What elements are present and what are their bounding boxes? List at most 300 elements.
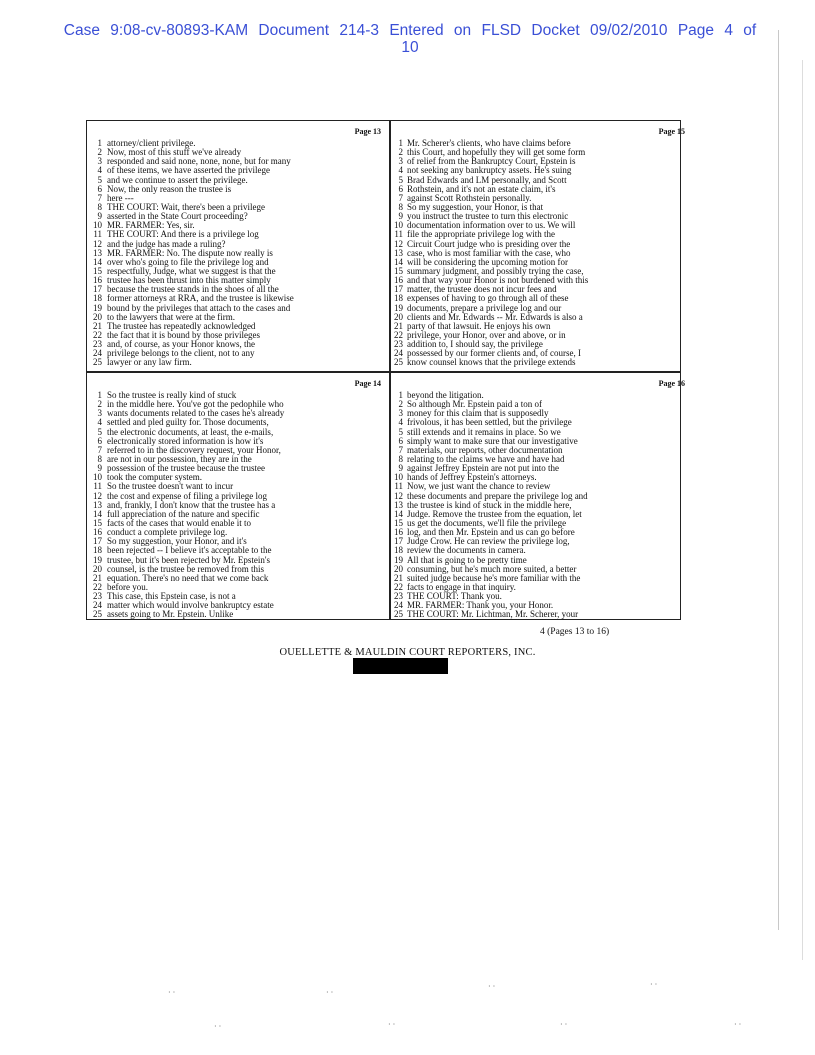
line-text: MR. FARMER: Thank you, your Honor. <box>407 601 554 611</box>
transcript-line <box>87 492 383 501</box>
line-number: 1 <box>97 390 102 400</box>
scan-speck: · · <box>488 982 496 991</box>
line-text: documents, prepare a privilege log and our <box>407 303 562 313</box>
scan-speck: · · <box>560 1020 568 1029</box>
transcript-line <box>391 501 687 510</box>
line-text: assets going to Mr. Epstein. Unlike <box>107 610 234 620</box>
line-text: the trustee is kind of stuck in the middle here, <box>407 500 572 510</box>
line-number: 16 <box>93 527 102 538</box>
line-number: 3 <box>97 156 102 167</box>
transcript-line <box>391 249 687 258</box>
transcript-line <box>87 418 383 427</box>
line-number: 3 <box>97 408 102 419</box>
line-text: facts of the cases that would enable it to <box>107 518 251 528</box>
line-text: trustee has been thrust into this matter simply <box>107 276 271 286</box>
transcript-line <box>87 583 383 592</box>
line-number: 14 <box>394 256 403 267</box>
transcript-line <box>391 473 687 482</box>
line-number: 1 <box>97 138 102 148</box>
transcript-line <box>87 185 383 194</box>
line-number: 23 <box>394 339 403 350</box>
line-text: addition to, I should say, the privilege <box>407 340 543 350</box>
line-text: Now, most of this stuff we've already <box>107 148 242 158</box>
transcript-line <box>391 313 687 322</box>
line-text: summary judgment, and possibly trying the case, <box>407 266 584 276</box>
line-number: 7 <box>398 192 403 203</box>
line-number: 4 <box>398 417 403 428</box>
line-text: and we continue to assert the privilege. <box>107 175 248 185</box>
transcript-line <box>87 446 383 455</box>
transcript-line <box>391 258 687 267</box>
transcript-line <box>87 267 383 276</box>
transcript-line <box>87 556 383 565</box>
line-text: This case, this Epstein case, is not a <box>107 592 236 602</box>
line-number: 17 <box>93 284 102 295</box>
transcript-page-13 <box>87 121 387 369</box>
transcript-line <box>391 304 687 313</box>
transcript-line <box>391 565 687 574</box>
line-text: respectfully, Judge, what we suggest is that the <box>107 266 276 276</box>
line-text: full appreciation of the nature and specific <box>107 509 260 519</box>
line-number: 11 <box>394 229 403 240</box>
transcript-line <box>391 391 687 400</box>
line-number: 22 <box>394 329 403 340</box>
transcript-line <box>87 249 383 258</box>
line-text: So although Mr. Epstein paid a ton of <box>407 400 542 410</box>
transcript-sheet <box>86 120 685 620</box>
line-number: 17 <box>93 536 102 547</box>
line-text: trustee, but it's been rejected by Mr. Epstein's <box>107 555 270 565</box>
transcript-line <box>391 166 687 175</box>
line-text: facts to engage in that inquiry. <box>407 582 516 592</box>
line-number: 13 <box>93 499 102 510</box>
line-number: 8 <box>398 201 403 212</box>
line-text: asserted in the State Court proceeding? <box>107 212 248 222</box>
page-label: Page 13 <box>354 127 381 136</box>
line-number: 25 <box>93 609 102 620</box>
line-number: 16 <box>394 275 403 286</box>
line-number: 11 <box>93 229 102 240</box>
line-number: 18 <box>394 545 403 556</box>
line-text: documentation information over to us. We will <box>407 221 576 231</box>
transcript-line <box>391 285 687 294</box>
line-number: 5 <box>97 426 102 437</box>
line-number: 2 <box>97 147 102 158</box>
line-text: bound by the privileges that attach to the cases and <box>107 303 291 313</box>
line-number: 18 <box>93 293 102 304</box>
line-number: 25 <box>394 609 403 620</box>
line-number: 14 <box>394 508 403 519</box>
transcript-line <box>87 258 383 267</box>
line-text: money for this claim that is supposedly <box>407 409 549 419</box>
line-text: Rothstein, and it's not an estate claim, it's <box>407 184 556 194</box>
transcript-line <box>391 437 687 446</box>
line-text: these documents and prepare the privilege log and <box>407 491 588 501</box>
line-text: of these items, we have asserted the privilege <box>107 166 270 176</box>
line-number: 7 <box>97 444 102 455</box>
transcript-line <box>87 400 383 409</box>
line-number: 20 <box>93 563 102 574</box>
transcript-line <box>391 212 687 221</box>
line-number: 15 <box>93 517 102 528</box>
transcript-line <box>87 546 383 555</box>
line-number: 6 <box>398 183 403 194</box>
line-text: Judge Crow. He can review the privilege log, <box>407 537 570 547</box>
line-text: against Scott Rothstein personally. <box>407 193 532 203</box>
transcript-line <box>87 340 383 349</box>
transcript-line <box>87 194 383 203</box>
line-number: 20 <box>394 311 403 322</box>
transcript-line <box>391 358 687 367</box>
line-text: because the trustee stands in the shoes of all the <box>107 285 279 295</box>
transcript-line <box>87 276 383 285</box>
transcript-lines <box>87 139 383 368</box>
line-text: electronically stored information is how it's <box>107 436 264 446</box>
line-number: 19 <box>394 554 403 565</box>
scan-edge-line <box>778 30 779 930</box>
transcript-line <box>391 546 687 555</box>
transcript-line <box>87 203 383 212</box>
transcript-line <box>391 230 687 239</box>
line-number: 15 <box>394 517 403 528</box>
line-number: 12 <box>394 490 403 501</box>
transcript-line <box>391 267 687 276</box>
line-text: and that way your Honor is not burdened with this <box>407 276 589 286</box>
transcript-line <box>87 437 383 446</box>
transcript-page-14 <box>87 373 387 621</box>
page-label: Page 16 <box>658 379 685 388</box>
line-text: possession of the trustee because the trustee <box>107 464 265 474</box>
line-text: settled and pled guilty for. Those documents, <box>107 418 269 428</box>
transcript-line <box>87 148 383 157</box>
transcript-line <box>87 610 383 619</box>
transcript-line <box>391 556 687 565</box>
line-text: THE COURT: Mr. Lichtman, Mr. Scherer, your <box>407 610 579 620</box>
transcript-line <box>87 391 383 400</box>
line-number: 17 <box>394 284 403 295</box>
line-text: THE COURT: And there is a privilege log <box>107 230 259 240</box>
page-range: 4 (Pages 13 to 16) <box>540 627 610 637</box>
line-text: not seeking any bankruptcy assets. He's suing <box>407 166 572 176</box>
transcript-line <box>391 492 687 501</box>
line-number: 7 <box>398 444 403 455</box>
transcript-line <box>87 455 383 464</box>
line-text: and, of course, as your Honor knows, the <box>107 340 255 350</box>
line-number: 10 <box>394 472 403 483</box>
line-number: 20 <box>93 311 102 322</box>
line-number: 25 <box>394 357 403 368</box>
line-text: suited judge because he's more familiar with the <box>407 573 581 583</box>
transcript-line <box>391 194 687 203</box>
line-number: 8 <box>97 453 102 464</box>
transcript-line <box>87 537 383 546</box>
transcript-line <box>87 528 383 537</box>
line-number: 16 <box>93 275 102 286</box>
transcript-line <box>87 176 383 185</box>
line-text: responded and said none, none, none, but for many <box>107 157 291 167</box>
line-text: review the documents in camera. <box>407 546 526 556</box>
transcript-line <box>391 482 687 491</box>
transcript-line <box>391 221 687 230</box>
line-number: 18 <box>394 293 403 304</box>
line-number: 18 <box>93 545 102 556</box>
line-number: 15 <box>93 265 102 276</box>
line-number: 24 <box>394 600 403 611</box>
transcript-page-15 <box>391 121 691 369</box>
line-text: lawyer or any law firm. <box>107 358 192 368</box>
transcript-line <box>391 294 687 303</box>
transcript-line <box>87 349 383 358</box>
line-number: 23 <box>93 339 102 350</box>
line-number: 2 <box>398 147 403 158</box>
transcript-line <box>87 428 383 437</box>
line-text: MR. FARMER: No. The dispute now really is <box>107 248 273 258</box>
line-text: file the appropriate privilege log with the <box>407 230 555 240</box>
line-text: this Court, and hopefully they will get some form <box>407 148 586 158</box>
transcript-line <box>391 203 687 212</box>
line-number: 8 <box>398 453 403 464</box>
line-number: 4 <box>97 417 102 428</box>
transcript-line <box>391 455 687 464</box>
line-text: the electronic documents, at least, the e-mails, <box>107 427 274 437</box>
line-number: 24 <box>93 348 102 359</box>
line-text: THE COURT: Wait, there's been a privilege <box>107 202 265 212</box>
line-text: log, and then Mr. Epstein and us can go before <box>407 528 575 538</box>
scan-speck: · · <box>214 1022 222 1031</box>
line-number: 5 <box>398 174 403 185</box>
transcript-line <box>87 322 383 331</box>
line-number: 11 <box>394 481 403 492</box>
transcript-line <box>391 322 687 331</box>
scan-speck: · · <box>734 1020 742 1029</box>
line-text: clients and Mr. Edwards -- Mr. Edwards is also a <box>407 312 583 322</box>
line-number: 6 <box>97 183 102 194</box>
transcript-line <box>87 331 383 340</box>
line-text: equation. There's no need that we come back <box>107 573 269 583</box>
line-text: before you. <box>107 582 148 592</box>
line-text: frivolous, it has been settled, but the privilege <box>407 418 572 428</box>
line-number: 12 <box>93 238 102 249</box>
transcript-line <box>391 592 687 601</box>
docket-case-line: Case 9:08-cv-80893-KAM Document 214-3 Entered on FLSD Docket 09/02/2010 Page 4 of <box>63 22 757 39</box>
line-text: been rejected -- I believe it's acceptable to the <box>107 546 272 556</box>
transcript-line <box>391 349 687 358</box>
line-text: are not in our possession, they are in the <box>107 454 252 464</box>
line-text: you instruct the trustee to turn this electronic <box>407 212 569 222</box>
transcript-line <box>87 482 383 491</box>
line-text: THE COURT: Thank you. <box>407 592 502 602</box>
line-number: 12 <box>394 238 403 249</box>
line-number: 11 <box>93 481 102 492</box>
transcript-line <box>87 212 383 221</box>
line-number: 9 <box>97 211 102 222</box>
line-text: privilege, your Honor, over and above, or in <box>407 330 566 340</box>
transcript-line <box>87 285 383 294</box>
transcript-line <box>87 464 383 473</box>
line-number: 13 <box>394 499 403 510</box>
line-text: matter which would involve bankruptcy estate <box>107 601 274 611</box>
line-number: 20 <box>394 563 403 574</box>
transcript-line <box>87 574 383 583</box>
transcript-line <box>87 592 383 601</box>
line-text: and, frankly, I don't know that the trustee has a <box>107 500 276 510</box>
transcript-line <box>391 240 687 249</box>
line-number: 10 <box>93 220 102 231</box>
line-text: will be considering the upcoming motion for <box>407 257 568 267</box>
line-text: expenses of having to go through all of these <box>407 294 569 304</box>
line-text: hands of Jeffrey Epstein's attorneys. <box>407 473 537 483</box>
transcript-line <box>391 510 687 519</box>
line-text: of relief from the Bankruptcy Court, Epstein is <box>407 157 576 167</box>
line-number: 23 <box>394 591 403 602</box>
line-text: to the lawyers that were at the firm. <box>107 312 235 322</box>
line-number: 14 <box>93 256 102 267</box>
transcript-line <box>391 418 687 427</box>
line-text: here --- <box>107 193 134 203</box>
line-text: the fact that it is bound by those privileges <box>107 330 260 340</box>
line-text: Mr. Scherer's clients, who have claims before <box>407 139 571 148</box>
line-number: 2 <box>398 399 403 410</box>
line-text: All that is going to be pretty time <box>407 555 527 565</box>
transcript-line <box>391 148 687 157</box>
line-text: Now, the only reason the trustee is <box>107 184 232 194</box>
line-number: 9 <box>398 463 403 474</box>
line-number: 21 <box>394 320 403 331</box>
line-text: So my suggestion, your Honor, and it's <box>107 537 247 547</box>
scan-edge-line-outer <box>802 60 803 960</box>
transcript-line <box>87 221 383 230</box>
line-number: 16 <box>394 527 403 538</box>
docket-page-total: 10 <box>401 39 419 56</box>
transcript-line <box>391 139 687 148</box>
scan-speck: · · <box>388 1020 396 1029</box>
line-text: the cost and expense of filing a privilege log <box>107 491 267 501</box>
transcript-line <box>87 157 383 166</box>
transcript-line <box>391 610 687 619</box>
transcript-line <box>391 574 687 583</box>
line-text: privilege belongs to the client, not to any <box>107 349 255 359</box>
line-text: against Jeffrey Epstein are not put into the <box>407 464 560 474</box>
redaction-box <box>353 658 448 674</box>
line-text: former attorneys at RRA, and the trustee is likewise <box>107 294 294 304</box>
transcript-line <box>391 519 687 528</box>
line-number: 22 <box>394 581 403 592</box>
line-text: case, who is most familiar with the case, who <box>407 248 571 258</box>
line-text: simply want to make sure that our investigative <box>407 436 578 446</box>
line-number: 24 <box>93 600 102 611</box>
scan-speck: · · <box>326 988 334 997</box>
transcript-line <box>87 139 383 148</box>
transcript-page-16 <box>391 373 691 621</box>
line-text: So the trustee doesn't want to incur <box>107 482 234 492</box>
line-number: 2 <box>97 399 102 410</box>
transcript-lines <box>391 391 687 620</box>
transcript-line <box>391 400 687 409</box>
line-text: materials, our reports, other documentation <box>407 445 563 455</box>
line-number: 14 <box>93 508 102 519</box>
line-number: 6 <box>97 435 102 446</box>
transcript-line <box>87 501 383 510</box>
transcript-lines <box>391 139 687 368</box>
transcript-line <box>87 313 383 322</box>
line-text: and the judge has made a ruling? <box>107 239 226 249</box>
line-number: 9 <box>398 211 403 222</box>
transcript-line <box>391 428 687 437</box>
transcript-line <box>87 230 383 239</box>
line-text: referred to in the discovery request, your Honor, <box>107 445 281 455</box>
line-text: So my suggestion, your Honor, is that <box>407 202 544 212</box>
page-label: Page 14 <box>354 379 381 388</box>
line-number: 3 <box>398 156 403 167</box>
line-text: party of that lawsuit. He enjoys his own <box>407 321 551 331</box>
line-number: 3 <box>398 408 403 419</box>
line-number: 13 <box>93 247 102 258</box>
line-text: over who's going to file the privilege log and <box>107 257 269 267</box>
line-number: 1 <box>398 138 403 148</box>
transcript-line <box>87 601 383 610</box>
line-number: 21 <box>394 572 403 583</box>
line-number: 21 <box>93 320 102 331</box>
transcript-line <box>87 565 383 574</box>
transcript-lines <box>87 391 383 620</box>
transcript-line <box>87 166 383 175</box>
line-text: So the trustee is really kind of stuck <box>107 391 237 400</box>
line-number: 10 <box>394 220 403 231</box>
transcript-line <box>391 157 687 166</box>
line-number: 22 <box>93 581 102 592</box>
line-text: Circuit Court judge who is presiding over the <box>407 239 571 249</box>
transcript-line <box>87 294 383 303</box>
line-number: 7 <box>97 192 102 203</box>
transcript-line <box>391 446 687 455</box>
line-text: relating to the claims we have and have had <box>407 454 565 464</box>
transcript-line <box>391 537 687 546</box>
line-text: us get the documents, we'll file the privilege <box>407 518 567 528</box>
line-text: matter, the trustee does not incur fees and <box>407 285 557 295</box>
line-number: 4 <box>398 165 403 176</box>
transcript-line <box>87 358 383 367</box>
court-reporter-name: OUELLETTE & MAULDIN COURT REPORTERS, INC. <box>279 647 536 658</box>
transcript-line <box>391 601 687 610</box>
transcript-line <box>87 510 383 519</box>
line-text: Judge. Remove the trustee from the equation, let <box>407 509 582 519</box>
line-number: 17 <box>394 536 403 547</box>
line-number: 8 <box>97 201 102 212</box>
page-label: Page 15 <box>658 127 685 136</box>
transcript-line <box>87 519 383 528</box>
line-number: 19 <box>93 554 102 565</box>
line-text: MR. FARMER: Yes, sir. <box>107 221 195 231</box>
transcript-line <box>391 409 687 418</box>
scan-speck: · · <box>650 980 658 989</box>
line-number: 22 <box>93 329 102 340</box>
line-text: took the computer system. <box>107 473 202 483</box>
line-number: 24 <box>394 348 403 359</box>
line-text: Brad Edwards and LM personally, and Scott <box>407 175 567 185</box>
transcript-line <box>87 304 383 313</box>
line-text: consuming, but he's much more suited, a better <box>407 564 577 574</box>
scan-speck: · · <box>168 988 176 997</box>
line-number: 19 <box>394 302 403 313</box>
transcript-line <box>391 340 687 349</box>
transcript-line <box>391 331 687 340</box>
line-text: in the middle here. You've got the pedophile who <box>107 400 284 410</box>
transcript-line <box>391 464 687 473</box>
transcript-line <box>391 185 687 194</box>
line-number: 15 <box>394 265 403 276</box>
line-number: 4 <box>97 165 102 176</box>
transcript-line <box>87 473 383 482</box>
